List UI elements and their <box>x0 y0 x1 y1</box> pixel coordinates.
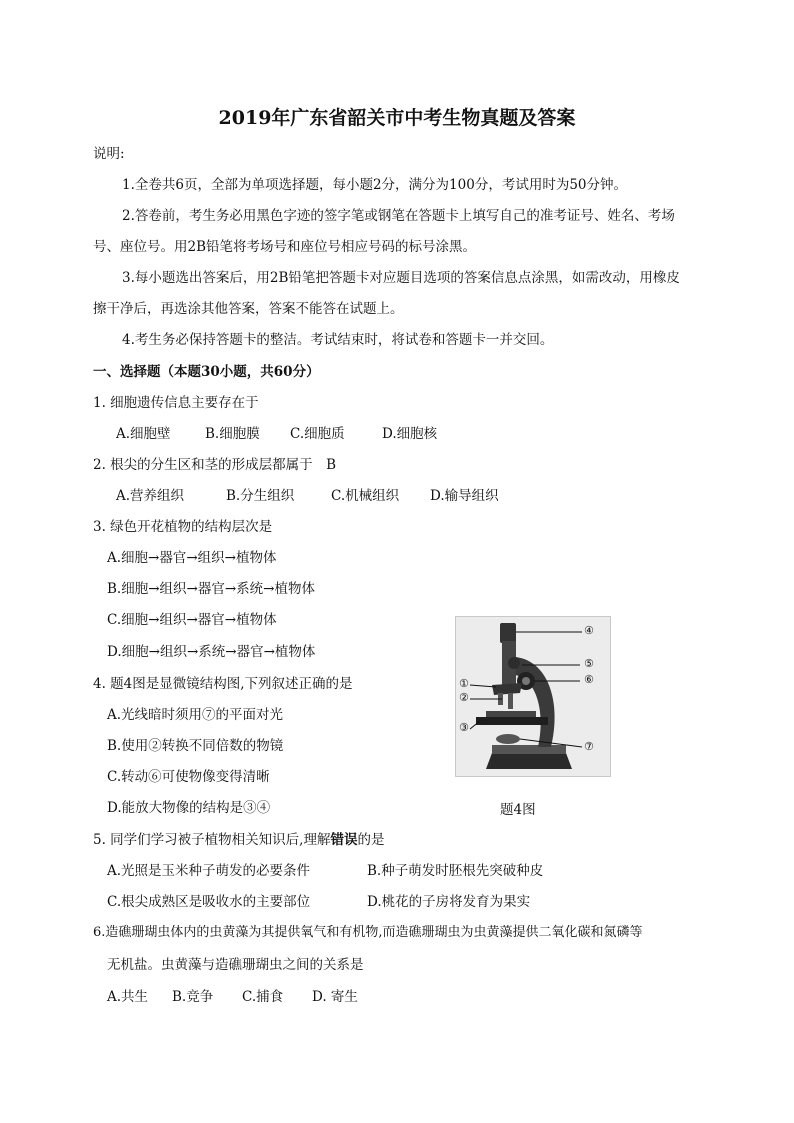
option-b: B.使用②转换不同倍数的物镜 <box>107 738 284 754</box>
instruction-line: 2.答卷前，考生务必用黑色字迹的签字笔或钢笔在答题卡上填写自己的准考证号、姓名、考场 <box>122 208 675 224</box>
question-stem: 1. 细胞遗传信息主要存在于 <box>93 395 259 411</box>
option-a: A.光线暗时须用⑦的平面对光 <box>107 707 284 723</box>
option-b: B.种子萌发时胚根先突破种皮 <box>367 863 544 879</box>
question-stem: 2. 根尖的分生区和茎的形成层都属于 B <box>93 457 337 473</box>
option-d: D.细胞核 <box>382 426 438 442</box>
figure-label-3: ③ <box>459 721 469 734</box>
page-title: 2019年广东省韶关市中考生物真题及答案 <box>218 107 576 129</box>
figure-label-5: ⑤ <box>584 657 594 670</box>
option-c: C.细胞质 <box>290 426 345 442</box>
option-a: A.细胞→器官→组织→植物体 <box>107 550 277 566</box>
question-stem: 4. 题4图是显微镜结构图,下列叙述正确的是 <box>93 676 353 692</box>
figure-label-1: ① <box>459 677 469 690</box>
option-b: B.分生组织 <box>226 488 295 504</box>
question-stem: 3. 绿色开花植物的结构层次是 <box>93 519 273 535</box>
instructions-heading: 说明: <box>93 146 125 162</box>
option-c: C.细胞→组织→器官→植物体 <box>107 612 277 628</box>
option-d: D.细胞→组织→系统→器官→植物体 <box>107 644 316 660</box>
figure-caption: 题4图 <box>500 802 536 818</box>
instruction-line: 4.考生务必保持答题卡的整洁。考试结束时，将试卷和答题卡一并交回。 <box>122 332 554 348</box>
instruction-line: 擦干净后，再选涂其他答案，答案不能答在试题上。 <box>93 301 404 317</box>
question-stem-emphasis: 错误 <box>330 832 358 848</box>
section-heading: 一、选择题（本题30小题，共60分） <box>93 364 320 380</box>
question-stem <box>93 831 384 849</box>
option-d: D. 寄生 <box>312 989 358 1005</box>
question-stem-tail: 的是 <box>357 832 385 848</box>
option-c: C.捕食 <box>242 989 284 1005</box>
instruction-line: 3.每小题选出答案后，用2B铅笔把答题卡对应题目选项的答案信息点涂黑，如需改动，用橡皮 <box>122 270 680 286</box>
question-stem-text: 5. 同学们学习被子植物相关知识后,理解 <box>93 832 331 848</box>
option-b: B.细胞→组织→器官→系统→植物体 <box>107 581 315 597</box>
microscope-illustration <box>455 616 611 777</box>
option-a: A.共生 <box>107 989 149 1005</box>
figure-label-2: ② <box>459 691 469 704</box>
question-stem: 6.造礁珊瑚虫体内的虫黄藻为其提供氧气和有机物,而造礁珊瑚虫为虫黄藻提供二氧化碳和氮磷等 <box>93 925 643 940</box>
instruction-line: 1.全卷共6页，全部为单项选择题，每小题2分，满分为100分，考试用时为50分钟。 <box>122 177 628 193</box>
option-d: D.能放大物像的结构是③④ <box>107 800 271 816</box>
option-c: C.机械组织 <box>331 488 400 504</box>
option-a: A.细胞壁 <box>116 426 171 442</box>
option-d: D.桃花的子房将发育为果实 <box>367 894 531 910</box>
figure-label-4: ④ <box>584 624 594 637</box>
figure-label-6: ⑥ <box>584 673 594 686</box>
question-stem-continued: 无机盐。虫黄藻与造礁珊瑚虫之间的关系是 <box>107 957 364 973</box>
figure-label-7: ⑦ <box>584 740 594 753</box>
option-c: C.转动⑥可使物像变得清晰 <box>107 769 270 785</box>
instruction-line: 号、座位号。用2B铅笔将考场号和座位号相应号码的标号涂黑。 <box>93 239 477 255</box>
option-b: B.竞争 <box>172 989 214 1005</box>
option-a: A.营养组织 <box>116 488 185 504</box>
option-c: C.根尖成熟区是吸收水的主要部位 <box>107 894 311 910</box>
option-b: B.细胞膜 <box>205 426 260 442</box>
option-a: A.光照是玉米种子萌发的必要条件 <box>107 863 311 879</box>
option-d: D.输导组织 <box>430 488 499 504</box>
